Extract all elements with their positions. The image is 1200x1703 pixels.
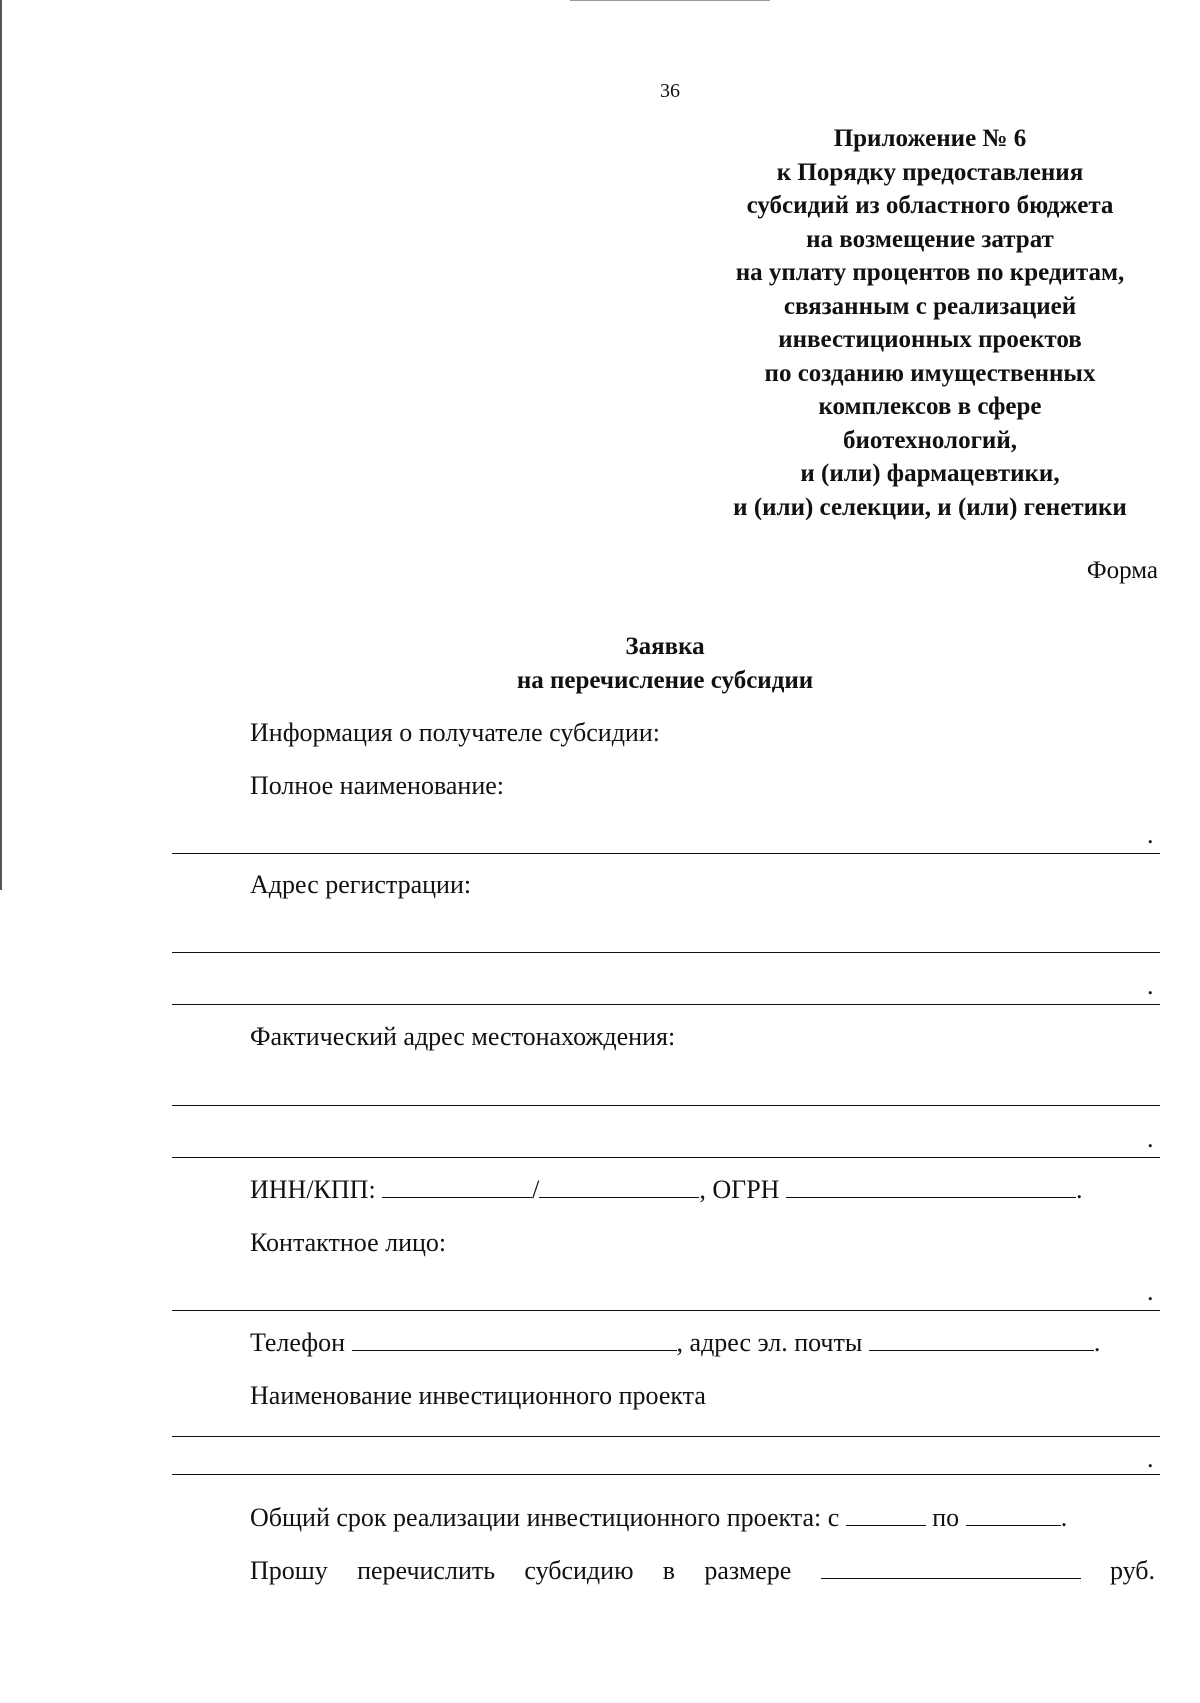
term-start-field[interactable] [846, 1503, 926, 1526]
ogrn-label: , ОГРН [699, 1175, 780, 1204]
appendix-line: к Порядку предоставления [776, 158, 1084, 186]
contact-person-label: Контактное лицо: [250, 1228, 447, 1257]
term-end-field[interactable] [966, 1503, 1061, 1526]
subsidy-request-row [250, 1556, 1155, 1586]
page-number: 36 [660, 80, 680, 102]
line-end-dot: . [1147, 820, 1154, 849]
form-label: Форма [1086, 557, 1158, 584]
email-label: , адрес эл. почты [676, 1328, 863, 1357]
contact-person-field[interactable] [172, 1310, 1160, 1311]
row-end-dot: . [1093, 1328, 1101, 1357]
appendix-line: по созданию имущественных [764, 359, 1096, 387]
request-word: в [662, 1556, 676, 1585]
request-word: перечислить [357, 1556, 496, 1585]
row-end-dot: . [1075, 1175, 1083, 1204]
inn-kpp-label: ИНН/КПП: [250, 1175, 376, 1204]
document-title [0, 630, 1200, 698]
appendix-line: комплексов в сфере [818, 393, 1042, 420]
inn-field[interactable] [382, 1175, 532, 1198]
project-name-field-2[interactable] [172, 1474, 1160, 1475]
appendix-line: Приложение № 6 [833, 125, 1027, 152]
email-field[interactable] [869, 1328, 1094, 1351]
appendix-line: на возмещение затрат [806, 225, 1054, 253]
full-name-field[interactable] [172, 853, 1160, 854]
appendix-heading [690, 122, 1170, 524]
appendix-line: биотехнологий, [843, 426, 1017, 454]
kpp-field[interactable] [539, 1175, 699, 1198]
appendix-line: субсидий из областного бюджета [746, 192, 1114, 219]
appendix-line: инвестиционных проектов [778, 326, 1082, 353]
subsidy-amount-field[interactable] [821, 1556, 1081, 1579]
appendix-line: на уплату процентов по кредитам, [735, 259, 1125, 286]
project-name-label: Наименование инвестиционного проекта [250, 1381, 706, 1410]
scan-top-edge [570, 0, 770, 1]
phone-label: Телефон [250, 1328, 346, 1357]
line-end-dot: . [1147, 1277, 1154, 1306]
phone-email-row [250, 1328, 1155, 1358]
line-end-dot: . [1147, 971, 1154, 1000]
title-line-2: на перечисление субсидии [516, 667, 814, 694]
inn-kpp-ogrn-row [250, 1175, 1155, 1205]
scan-left-edge [0, 0, 2, 890]
project-term-row [250, 1503, 1155, 1533]
term-prefix: Общий срок реализации инвестиционного проекта: с [250, 1503, 840, 1532]
appendix-line: и (или) фармацевтики, [800, 460, 1060, 487]
title-line-1: Заявка [625, 633, 705, 660]
actual-address-label: Фактический адрес местонахождения: [250, 1022, 676, 1051]
recipient-info-label: Информация о получателе субсидии: [250, 718, 660, 747]
row-end-dot: . [1060, 1503, 1068, 1532]
appendix-line: и (или) селекции, и (или) генетики [733, 493, 1127, 521]
actual-address-field-2[interactable] [172, 1157, 1160, 1158]
term-to-label: по [932, 1503, 960, 1532]
registration-address-label: Адрес регистрации: [250, 870, 472, 899]
appendix-line: связанным с реализацией [783, 292, 1077, 320]
line-end-dot: . [1147, 1444, 1154, 1473]
registration-address-field-1[interactable] [172, 952, 1160, 953]
request-word: субсидию [524, 1556, 634, 1585]
registration-address-field-2[interactable] [172, 1004, 1160, 1005]
full-name-label: Полное наименование: [250, 771, 505, 800]
actual-address-field-1[interactable] [172, 1105, 1160, 1106]
line-end-dot: . [1147, 1124, 1154, 1153]
request-word: Прошу [250, 1556, 328, 1585]
request-word: размере [704, 1556, 792, 1585]
currency-label: руб. [1109, 1556, 1155, 1585]
inn-kpp-separator: / [532, 1175, 540, 1204]
ogrn-field[interactable] [786, 1175, 1076, 1198]
phone-field[interactable] [352, 1328, 677, 1351]
project-name-field-1[interactable] [172, 1436, 1160, 1437]
